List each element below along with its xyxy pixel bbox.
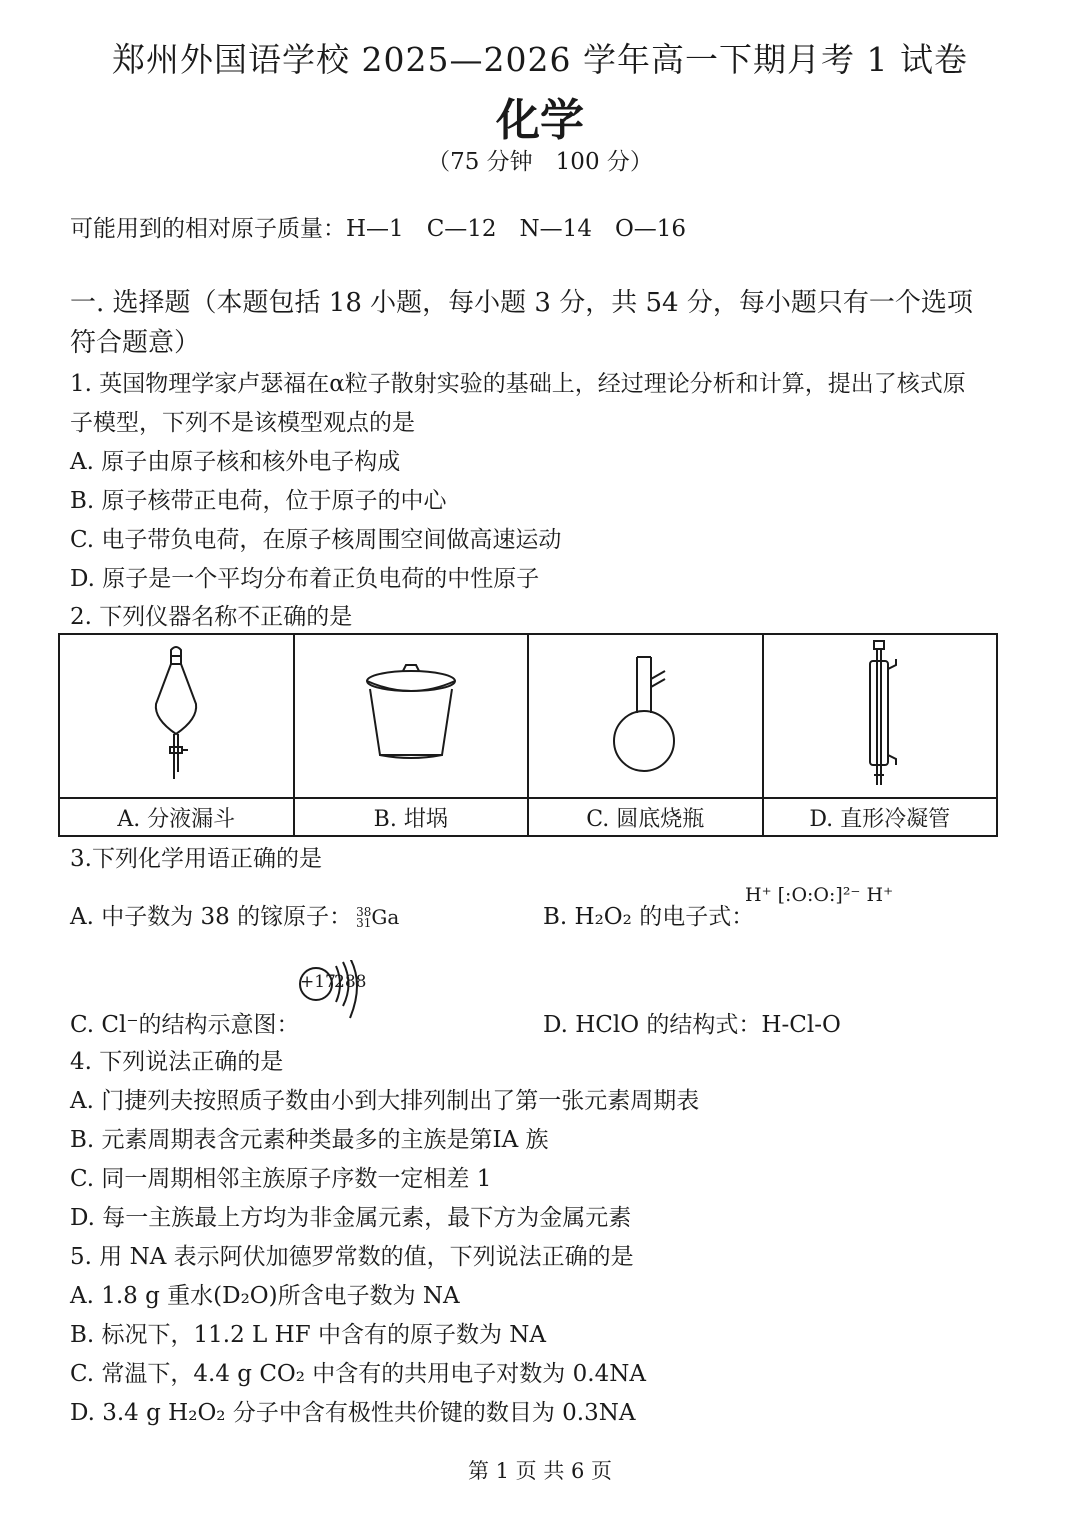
q3-option-b-text: B. H₂O₂ 的电子式： [543,904,755,930]
chloride-ion-nucleus: +17 [300,972,336,992]
separatory-funnel-icon [146,644,206,784]
q3-option-a-text: A. 中子数为 38 的镓原子： [70,904,353,930]
apparatus-cell-b [294,634,529,798]
straight-condenser-icon [850,639,910,789]
crucible-icon [356,659,466,769]
q5-option-c: C. 常温下，4.4 g CO₂ 中含有的共用电子对数为 0.4NA [70,1361,646,1387]
exam-title: 郑州外国语学校 2025—2026 学年高一下期月考 1 试卷 [112,40,968,79]
apparatus-label-c: C. 圆底烧瓶 [528,798,763,836]
q3-option-b [543,898,754,931]
isotope-symbol: Ga [371,905,400,929]
apparatus-label-b: B. 坩埚 [294,798,529,836]
q5-option-a: A. 1.8 g 重水(D₂O)所含电子数为 NA [70,1283,460,1309]
h2o2-electron-formula: H⁺ [:O:O:]²⁻ H⁺ [745,884,894,906]
isotope-atomic-number: 31 [356,916,372,930]
apparatus-cell-d [763,634,998,798]
q1-option-a: A. 原子由原子核和核外电子构成 [70,449,401,475]
isotope-mass-number: 38 [356,905,372,919]
atomic-mass-line: 可能用到的相对原子质量：H—1 C—12 N—14 O—16 [70,216,687,242]
q4-option-d: D. 每一主族最上方均为非金属元素，最下方为金属元素 [70,1205,632,1231]
chloride-ion-shells: 288 [334,972,367,992]
q1-option-c: C. 电子带负电荷，在原子核周围空间做高速运动 [70,527,562,553]
q4-option-c: C. 同一周期相邻主族原子序数一定相差 1 [70,1166,492,1192]
q4-option-b: B. 元素周期表含元素种类最多的主族是第IA 族 [70,1127,549,1153]
apparatus-label-a: A. 分液漏斗 [59,798,294,836]
apparatus-cell-a [59,634,294,798]
q3-option-c: C. Cl⁻的结构示意图： [70,1012,300,1038]
q1-option-b: B. 原子核带正电荷，位于原子的中心 [70,488,447,514]
q3-option-d: D. HClO 的结构式：H-Cl-O [543,1012,841,1038]
exam-duration: （75 分钟 100 分） [427,149,653,175]
subject-title: 化学 [496,95,584,146]
q4-option-a: A. 门捷列夫按照质子数由小到大排列制出了第一张元素周期表 [70,1088,700,1114]
q2-stem: 2. 下列仪器名称不正确的是 [70,604,353,630]
q3-option-a [70,898,399,931]
q5-option-b: B. 标况下，11.2 L HF 中含有的原子数为 NA [70,1322,547,1348]
q1-option-d: D. 原子是一个平均分布着正负电荷的中性原子 [70,566,540,592]
q4-stem: 4. 下列说法正确的是 [70,1049,284,1075]
page-number: 第 1 页 共 6 页 [467,1459,613,1483]
q5-option-d: D. 3.4 g H₂O₂ 分子中含有极性共价键的数目为 0.3NA [70,1400,636,1426]
q1-stem-line2: 子模型，下列不是该模型观点的是 [70,410,415,436]
apparatus-label-d: D. 直形冷凝管 [763,798,998,836]
q3-stem: 3.下列化学用语正确的是 [70,846,322,872]
q5-stem: 5. 用 NA 表示阿伏加德罗常数的值，下列说法正确的是 [70,1244,634,1270]
isotope-numbers [356,907,371,929]
apparatus-table [58,633,998,837]
chloride-ion-structure-diagram [296,960,386,1032]
section-heading-line2: 符合题意） [70,328,201,358]
section-heading-line1: 一. 选择题（本题包括 18 小题，每小题 3 分，共 54 分，每小题只有一个选项 [70,288,973,318]
round-bottom-flask-icon [605,649,685,779]
apparatus-cell-c [528,634,763,798]
q1-stem-line1: 1. 英国物理学家卢瑟福在α粒子散射实验的基础上，经过理论分析和计算，提出了核式原 [70,371,966,397]
